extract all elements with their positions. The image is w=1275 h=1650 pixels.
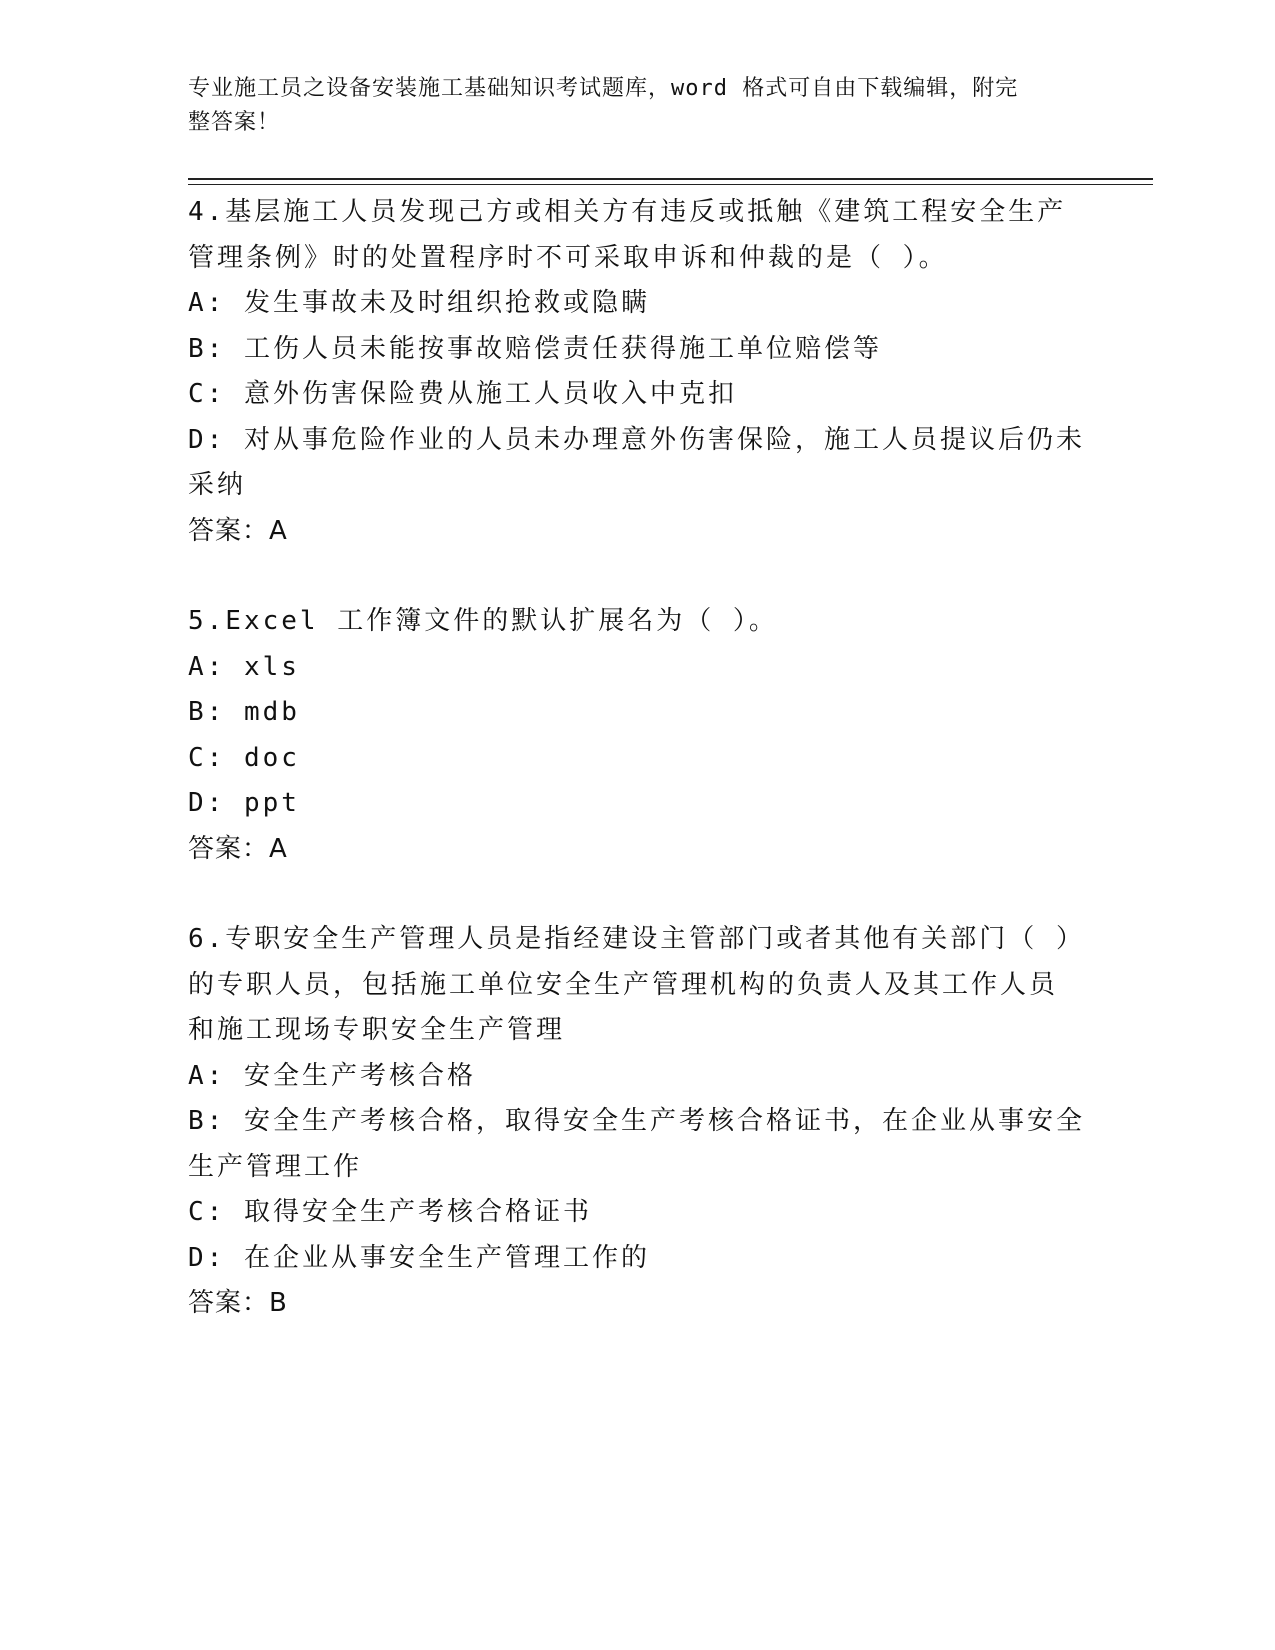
answer-option <box>188 418 1088 509</box>
document-header <box>188 72 1068 140</box>
answer-option-line: B: mdb <box>188 697 300 727</box>
answer-option <box>188 1190 1088 1236</box>
answer-option <box>188 281 1088 327</box>
question-stem-line: 管理条例》时的处置程序时不可采取申诉和仲裁的是（ ）。 <box>188 242 948 273</box>
correct-answer: 答案：B <box>188 1288 288 1318</box>
question-stem-line: 的专职人员，包括施工单位安全生产管理机构的负责人及其工作人员 <box>188 969 1059 1000</box>
answer-option <box>188 690 1088 736</box>
answer-option-line: 生产管理工作 <box>188 1151 363 1182</box>
answer-option-line: A: 发生事故未及时组织抢救或隐瞒 <box>188 288 650 318</box>
question-stem-line: 6.专职安全生产管理人员是指经建设主管部门或者其他有关部门（ ） <box>188 924 1085 954</box>
question-block <box>188 190 1088 554</box>
correct-answer: 答案：A <box>188 515 288 546</box>
header-divider-thick <box>188 178 1153 180</box>
answer-option-line: A: xls <box>188 651 300 682</box>
answer-option-line: 采纳 <box>188 470 247 500</box>
answer-option <box>188 1236 1088 1282</box>
answer-option <box>188 781 1088 827</box>
answer-option-line: D: ppt <box>188 788 300 818</box>
header-line-2: 整答案！ <box>188 110 281 135</box>
question-list <box>188 190 1088 1327</box>
answer-option <box>188 736 1088 782</box>
question-stem-line: 和施工现场专职安全生产管理 <box>188 1015 566 1045</box>
answer-option-line: C: doc <box>188 742 300 773</box>
answer-option-line: B: 工伤人员未能按事故赔偿责任获得施工单位赔偿等 <box>188 333 882 364</box>
question-spacer <box>188 554 1088 599</box>
answer-option-line: D: 在企业从事安全生产管理工作的 <box>188 1242 650 1273</box>
answer-option <box>188 645 1088 691</box>
correct-answer: 答案：A <box>188 833 288 864</box>
answer-option-line: C: 取得安全生产考核合格证书 <box>188 1197 592 1227</box>
question-stem-line: 5.Excel 工作簿文件的默认扩展名为（ ）。 <box>188 606 778 636</box>
answer-option <box>188 1099 1088 1190</box>
header-divider-thin <box>188 184 1153 185</box>
answer-option-line: C: 意外伤害保险费从施工人员收入中克扣 <box>188 379 737 409</box>
answer-option-line: B: 安全生产考核合格，取得安全生产考核合格证书，在企业从事安全 <box>188 1106 1085 1136</box>
answer-option-line: D: 对从事危险作业的人员未办理意外伤害保险，施工人员提议后仍未 <box>188 424 1085 455</box>
question-block <box>188 917 1088 1327</box>
answer-option-line: A: 安全生产考核合格 <box>188 1060 476 1091</box>
question-stem-line: 4.基层施工人员发现己方或相关方有违反或抵触《建筑工程安全生产 <box>188 197 1067 227</box>
answer-option <box>188 1054 1088 1100</box>
answer-option <box>188 327 1088 373</box>
header-line-1: 专业施工员之设备安装施工基础知识考试题库，word 格式可自由下载编辑，附完 <box>188 76 1019 101</box>
question-block <box>188 599 1088 872</box>
answer-option <box>188 372 1088 418</box>
question-spacer <box>188 872 1088 917</box>
